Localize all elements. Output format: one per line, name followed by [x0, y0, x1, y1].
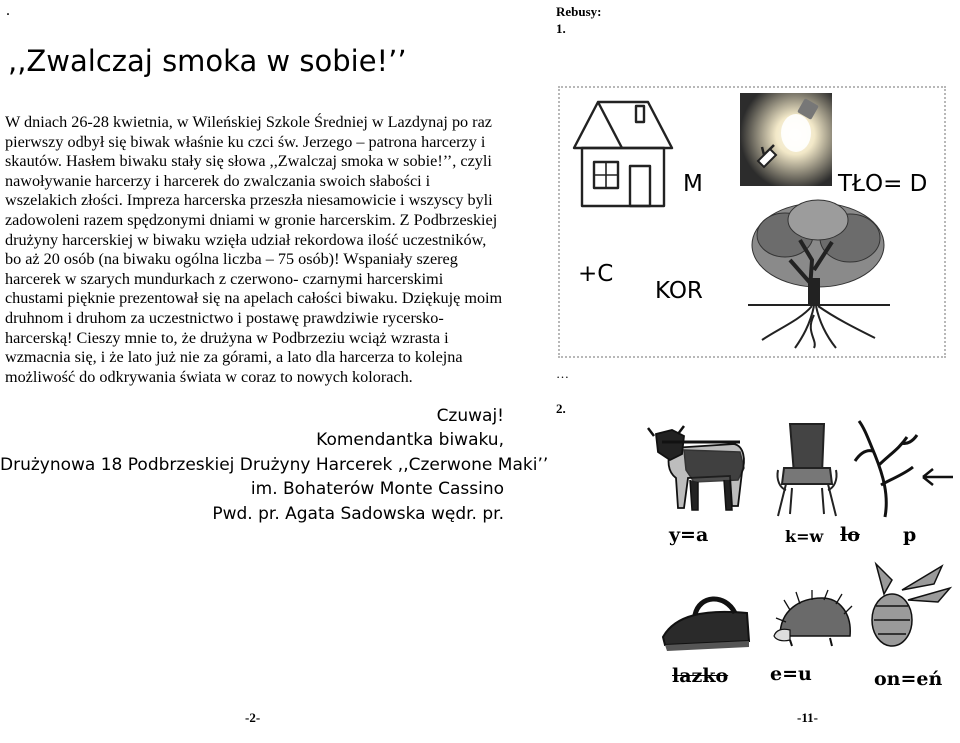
tree-branch-icon [855, 415, 955, 520]
signature-greeting: Czuwaj! [436, 406, 504, 426]
rebus-2-label-lazko: lazko [672, 665, 729, 687]
rebus-1-label-kor: KOR [655, 278, 703, 304]
tree-with-roots-icon [740, 190, 895, 350]
rebus-1-dots: … [556, 366, 571, 381]
page-number-left: -2- [245, 710, 261, 725]
rebus-heading: Rebusy: [556, 4, 602, 19]
page-number-right: -11- [797, 710, 818, 725]
house-icon [570, 96, 675, 211]
rebus-2-label-p: p [903, 524, 917, 546]
armchair-icon [772, 418, 842, 518]
rebus-1-number: 1. [556, 21, 566, 36]
rebus-2-number: 2. [556, 401, 566, 416]
light-bulb-icon [740, 93, 832, 186]
rebus-2-label-kw: k=w [785, 527, 824, 546]
signature-name: Pwd. pr. Agata Sadowska wędr. pr. [212, 503, 504, 524]
iron-icon [655, 585, 755, 655]
page-marker-dot: . [6, 2, 10, 19]
rebus-1-label-plus-c: +C [578, 261, 614, 287]
rebus-2-label-eu: e=u [770, 663, 812, 685]
article-body [5, 113, 505, 387]
oxen-icon [648, 420, 753, 512]
rebus-2-label-lo: lo [840, 524, 860, 546]
article-title: ,,Zwalczaj smoka w sobie!’’ [8, 44, 407, 78]
signature-block [0, 404, 549, 526]
rebus-2-label-one: on=eń [874, 668, 943, 690]
rebus-1-label-tlo: TŁO= D [838, 171, 928, 197]
signature-patron: im. Bohaterów Monte Cassino [250, 479, 504, 500]
rebus-1-label-m: M [683, 171, 703, 197]
article-paragraph: W dniach 26-28 kwietnia, w Wileńskiej Szkole Średniej w Lazdynaj po raz pierwszy odbył się biwak właśnie ku czci św. Jerzego – patrona harcerzy i skautów. Hasłem biwaku stały się słowa ,,Zwalczaj smoka w sobie!’’, czyli nawoływanie harcerzy i harcerek do zwalczania swoich słabości i wszelakich złości. Impreza harcerska przeszła niesamowicie i wszyscy byli zadowoleni razem spędzonymi dniami w gronie harcerskim. Z Podbrzeskiej drużyny harcerskiej w biwaku wzięła udział rekordowa ilość uczestników, bo aż 20 osób (na biwaku ogólna liczba – 75 osób)! Wspaniały szereg harcerek w szarych mundurkach z czerwono- czarnymi harcerskimi chustami pięknie prezentował się na apelach całości biwaku. Dziękuję moim druhnom i druhom za uczestnictwo i postawę prawdziwie rycersko-harcerską! Cieszy mnie to, że drużyna w Podbrzeziu wciąż wzrasta i wzmacnia się, i że lato już nie za górami, a lato dla harcerza to kolejna możliwość do odkrywania świata w coraz to nowych kolorach. [5, 113, 503, 386]
signature-team: Drużynowa 18 Podbrzeskiej Drużyny Harcerek ,,Czerwone Maki’’ [0, 454, 549, 475]
signature-role: Komendantka biwaku, [316, 430, 504, 451]
rebus-2-label-ya: y=a [669, 524, 709, 546]
pine-cone-icon [862, 560, 952, 660]
hedgehog-icon [770, 590, 855, 650]
